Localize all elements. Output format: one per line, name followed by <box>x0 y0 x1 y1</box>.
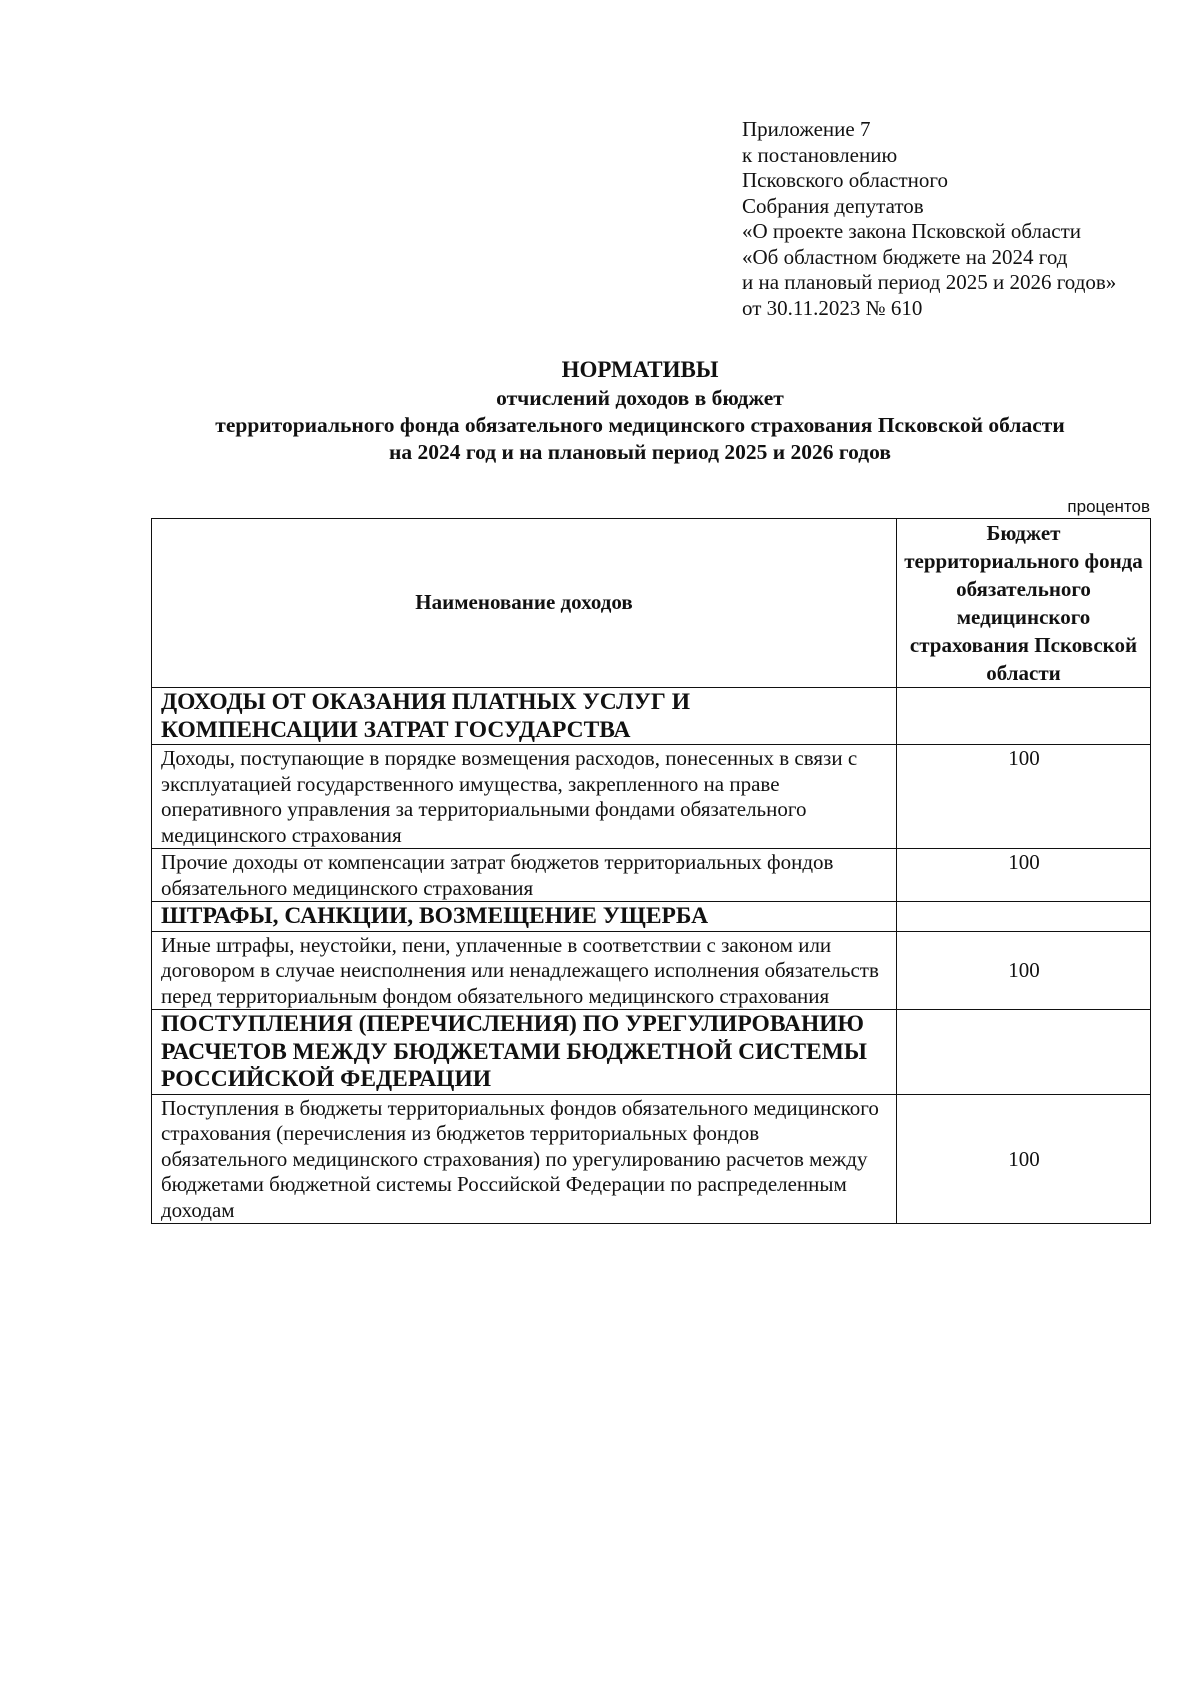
table-row <box>152 849 1151 902</box>
title-line-2: территориального фонда обязательного медицинского страхования Псковской области <box>215 413 1065 437</box>
appendix-block <box>742 117 1116 321</box>
table-row <box>152 1094 1151 1224</box>
norms-table <box>151 518 1151 1224</box>
title-main: НОРМАТИВЫ <box>561 357 719 382</box>
table-row <box>152 745 1151 849</box>
row-value: 100 <box>897 849 1151 902</box>
appendix-line: Собрания депутатов <box>742 193 924 218</box>
row-name: Прочие доходы от компенсации затрат бюджетов территориальных фондов обязательного медицинского страхования <box>152 849 897 902</box>
title-line-1: отчислений доходов в бюджет <box>496 386 784 410</box>
appendix-line: к постановлению <box>742 142 898 167</box>
appendix-line: «Об областном бюджете на 2024 год <box>742 244 1068 269</box>
units-label: процентов <box>1067 497 1150 516</box>
document-title <box>140 355 1140 466</box>
row-name: ПОСТУПЛЕНИЯ (ПЕРЕЧИСЛЕНИЯ) ПО УРЕГУЛИРОВАНИЮ РАСЧЕТОВ МЕЖДУ БЮДЖЕТАМИ БЮДЖЕТНОЙ СИСТЕМЫ РОССИЙСКОЙ ФЕДЕРАЦИИ <box>152 1010 897 1095</box>
row-name: Иные штрафы, неустойки, пени, уплаченные в соответствии с законом или договором в случае неисполнения или ненадлежащего исполнения обязательств перед территориальным фондом обязательного медицинского страхования <box>152 931 897 1010</box>
row-name: ШТРАФЫ, САНКЦИИ, ВОЗМЕЩЕНИЕ УЩЕРБА <box>152 902 897 932</box>
row-value: 100 <box>897 931 1151 1010</box>
row-name: Доходы, поступающие в порядке возмещения расходов, понесенных в связи с эксплуатацией государственного имущества, закрепленного на праве оперативного управления за территориальными фондами обязательного медицинского страхования <box>152 745 897 849</box>
appendix-line: и на плановый период 2025 и 2026 годов» <box>742 270 1117 294</box>
table-header-row <box>152 519 1151 688</box>
row-name: Поступления в бюджеты территориальных фондов обязательного медицинского страхования (перечисления из бюджетов территориальных фондов обязательного медицинского страхования) по урегулированию расчетов между бюджетами бюджетной системы Российской Федерации по распределенным доходам <box>152 1094 897 1224</box>
appendix-line: «О проекте закона Псковской области <box>742 219 1082 243</box>
row-value: 100 <box>897 745 1151 849</box>
column-header-fund-budget: Бюджет территориального фонда обязательного медицинского страхования Псковской области <box>897 519 1151 688</box>
column-header-revenue-name: Наименование доходов <box>152 519 897 688</box>
row-value: 100 <box>897 1094 1151 1224</box>
appendix-line: Приложение 7 <box>742 117 871 141</box>
table-row-section <box>152 688 1151 745</box>
row-value <box>897 688 1151 745</box>
row-value <box>897 1010 1151 1095</box>
title-line-3: на 2024 год и на плановый период 2025 и 2026 годов <box>389 440 891 464</box>
appendix-line: Псковского областного <box>742 168 949 192</box>
table-row-section <box>152 902 1151 932</box>
row-value <box>897 902 1151 932</box>
row-name: ДОХОДЫ ОТ ОКАЗАНИЯ ПЛАТНЫХ УСЛУГ И КОМПЕНСАЦИИ ЗАТРАТ ГОСУДАРСТВА <box>152 688 897 745</box>
table-row-section <box>152 1010 1151 1095</box>
table-row <box>152 931 1151 1010</box>
appendix-line: от 30.11.2023 № 610 <box>742 295 923 320</box>
